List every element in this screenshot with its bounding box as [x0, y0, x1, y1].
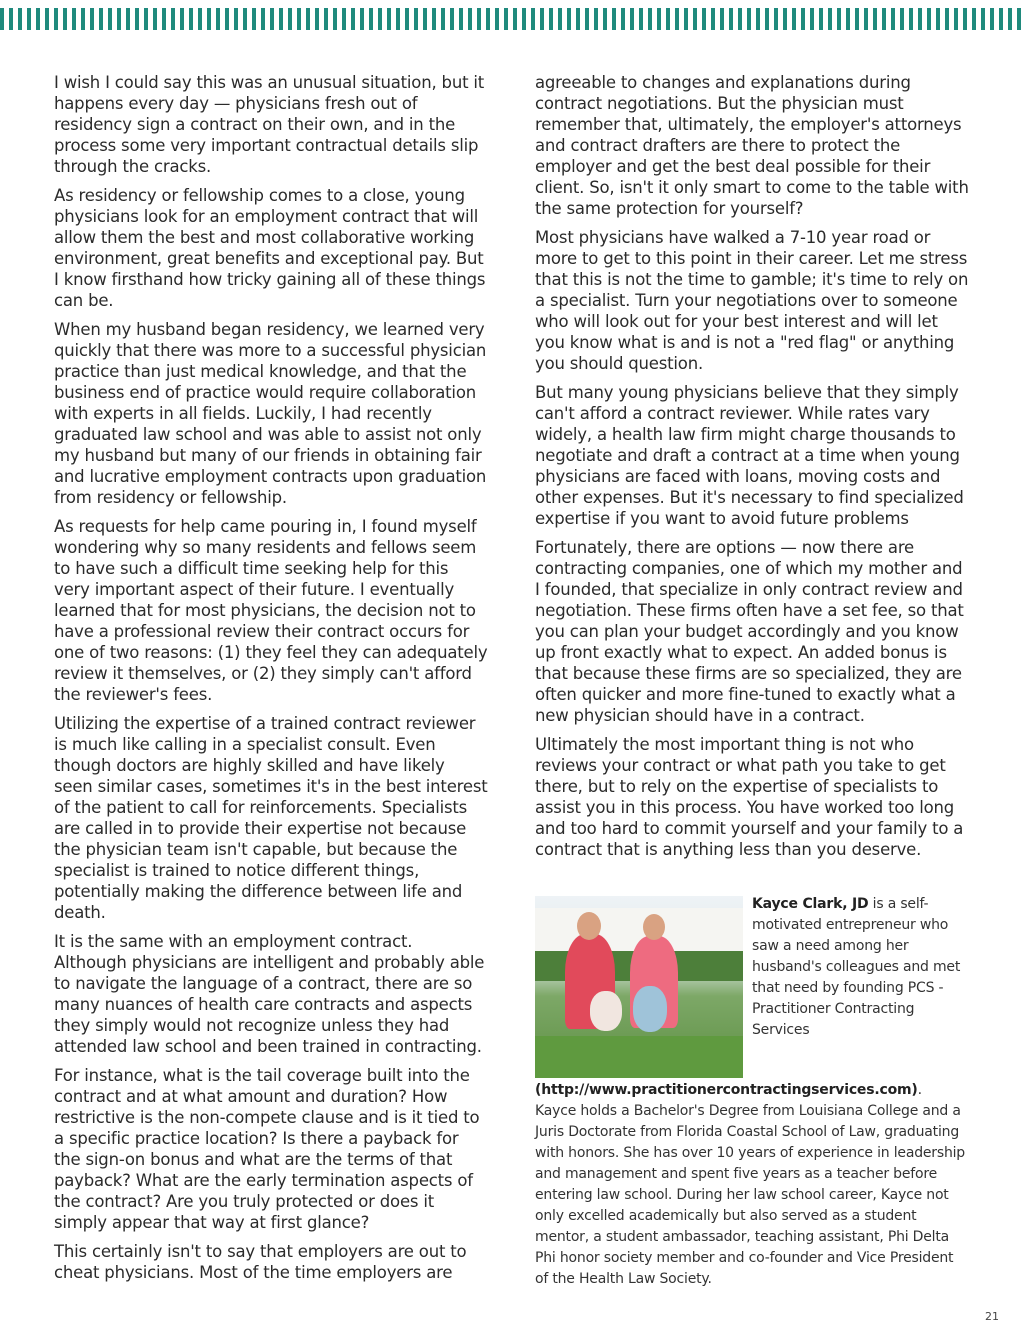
- bio-text: . Kayce holds a Bachelor's Degree from Louisiana College and a Juris Doctorate from Florida Coastal School of Law, graduating with honors. She has over 10 years of experience in leadership and management and spent five years as a teacher before entering law school. During her law school career, Kayce not only excelled academically but also served as a student mentor, a student ambassador, teaching assistant, Phi Delta Phi honor society member and co-founder and Vice President of the Health Law Society.: [535, 1082, 965, 1287]
- page-number: 21: [985, 1310, 999, 1323]
- author-bio: [535, 894, 965, 1290]
- paragraph: When my husband began residency, we learned very quickly that there was more to a successful physician practice than just medical knowledge, and that the business end of practice would require collaboration with experts in all fields. Luckily, I had recently graduated law school and was able to assist not only my husband but many of our friends in obtaining fair and lucrative employment contracts upon graduation from residency or fellowship.: [54, 320, 487, 507]
- paragraph: I wish I could say this was an unusual situation, but it happens every day — physicians fresh out of residency sign a contract on their own, and in the process some very important contractual details slip through the cracks.: [54, 73, 485, 176]
- paragraph: As residency or fellowship comes to a close, young physicians look for an employment contract that will allow them the best and most collaborative working environment, great benefits and exceptional pay. But I know firsthand how tricky gaining all of these things can be.: [54, 186, 486, 310]
- article-left-column: [54, 72, 488, 1291]
- header-stripe: [0, 8, 1024, 30]
- paragraph: This certainly isn't to say that employers are out to cheat physicians. Most of the time employers are: [54, 1242, 467, 1282]
- paragraph: Most physicians have walked a 7-10 year road or more to get to this point in their career. Let me stress that this is not the time to gamble; it's time to rely on a specialist. Turn your negotiations over to someone who will look out for your best interest and will let you know what is and is not a "red flag" or anything you should question.: [535, 228, 969, 373]
- paragraph: It is the same with an employment contract. Although physicians are intelligent and probably able to navigate the language of a contract, there are so many nuances of health care contracts and aspects they simply would not recognize unless they had attended law school and been trained in contracting.: [54, 932, 485, 1056]
- paragraph: agreeable to changes and explanations during contract negotiations. But the physician must remember that, ultimately, the employer's attorneys and contract drafters are there to protect the employer and get the best deal possible for their client. So, isn't it only smart to come to the table with the same protection for yourself?: [535, 73, 969, 218]
- paragraph: Ultimately the most important thing is not who reviews your contract or what path you take to get there, but to rely on the expertise of specialists to assist you in this process. You have worked too long and too hard to commit yourself and your family to a contract that is anything less than you deserve.: [535, 735, 964, 859]
- paragraph: As requests for help came pouring in, I found myself wondering why so many residents and fellows seem to have such a difficult time seeking help for this very important aspect of their future. I eventually learned that for most physicians, the decision not to have a professional review their contract occurs for one of two reasons: (1) they feel they can adequately review it themselves, or (2) they simply can't afford the reviewer's fees.: [54, 517, 488, 704]
- paragraph: Utilizing the expertise of a trained contract reviewer is much like calling in a specialist consult. Even though doctors are highly skilled and have likely seen similar cases, sometimes it's in the best interest of the patient to call for reinforcements. Specialists are called in to provide their expertise not because the physician team isn't capable, but because the specialist is trained to notice different things, potentially making the difference between life and death.: [54, 714, 488, 922]
- author-name: Kayce Clark, JD: [752, 896, 869, 912]
- author-family-photo: [535, 896, 743, 1078]
- article-right-column: [535, 72, 969, 868]
- paragraph: Fortunately, there are options — now there are contracting companies, one of which my mother and I founded, that specialize in only contract review and negotiation. These firms often have a set fee, so that you can plan your budget accordingly and you know up front exactly what to expect. An added bonus is that because these firms are so specialized, they are often quicker and more fine-tuned to exactly what a new physician should have in a contract.: [535, 538, 964, 725]
- paragraph: But many young physicians believe that they simply can't afford a contract reviewer. While rates vary widely, a health law firm might charge thousands to negotiate and draft a contract at a time when young physicians are faced with loans, moving costs and other expenses. But it's necessary to find specialized expertise if you want to avoid future problems: [535, 383, 964, 528]
- bio-text: is a self-motivated entrepreneur who saw a need among her husband's colleagues and met that need by founding PCS - Practitioner Contracting Services: [752, 896, 961, 1038]
- paragraph: For instance, what is the tail coverage built into the contract and at what amount and duration? How restrictive is the non-compete clause and is it tied to a specific practice location? Is there a payback for the sign-on bonus and what are the terms of that payback? What are the early termination aspects of the contract? Are you truly protected or does it simply appear that way at first glance?: [54, 1066, 480, 1232]
- company-link[interactable]: (http://www.practitionercontractingservices.com): [535, 1082, 918, 1098]
